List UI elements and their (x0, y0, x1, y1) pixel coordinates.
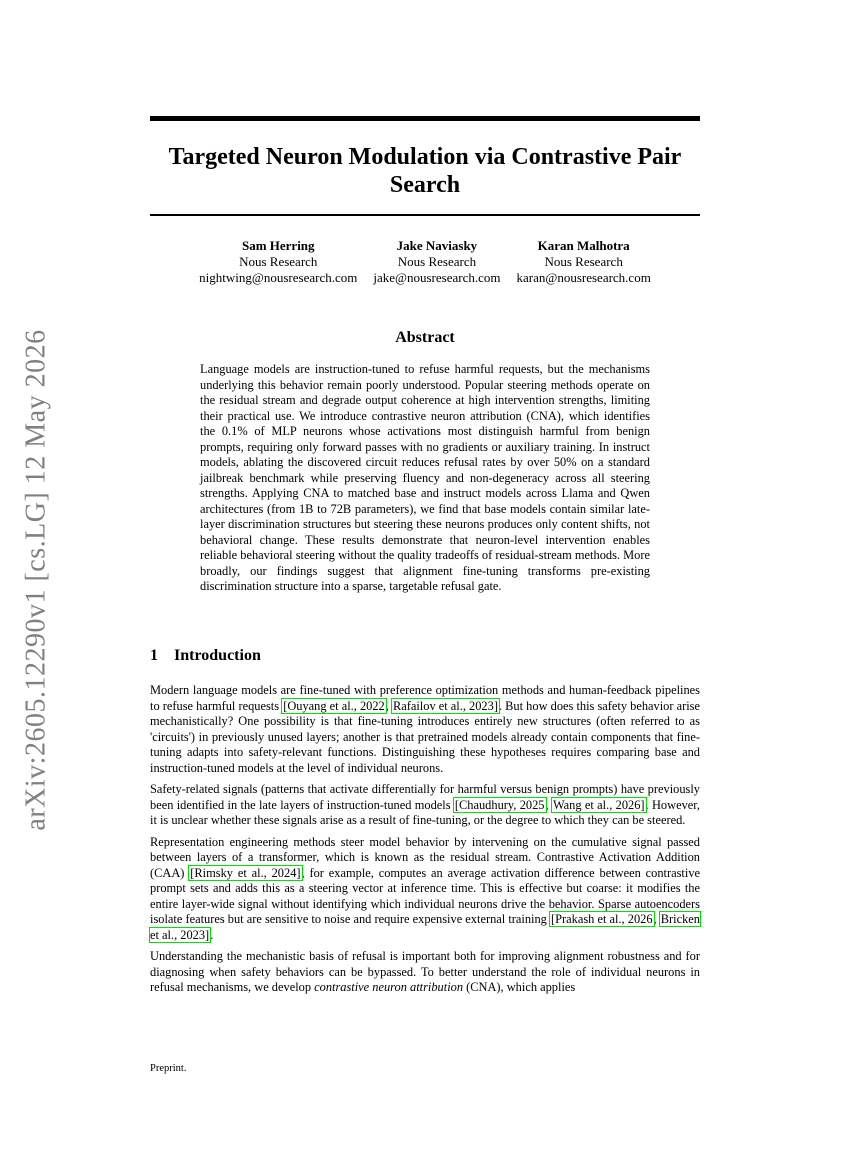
citation-link[interactable]: [Prakash et al., 2026 (550, 912, 653, 926)
paragraph-1 (150, 683, 700, 776)
author-email: karan@nousresearch.com (516, 270, 651, 285)
author-name: Jake Naviasky (396, 238, 478, 253)
citation-link[interactable]: Wang et al., 2026] (552, 797, 645, 812)
section-heading (150, 647, 261, 665)
author-block (150, 238, 700, 286)
paragraph-3 (150, 835, 700, 944)
section-number: 1 (150, 647, 158, 664)
paragraph-text: Understanding the mechanistic basis of refusal is important both for improving alignment robustness and for diagnosing when safety behaviors can be bypassed. To better understand the role of individual neurons in refusal mechanisms, we develop (150, 949, 700, 994)
paragraph-text: . (210, 927, 214, 942)
citation-link[interactable]: Rafailov et al., 2023] (392, 698, 498, 713)
paragraph-text: Modern language models are fine-tuned with preference optimization methods and human-feedback pipelines to refuse harmful requests (150, 683, 700, 713)
paragraph-text: . However, it is unclear whether these signals arise as a result of fine-tuning, or the degree to which they can be steered. (150, 797, 700, 827)
citation-separator: , (385, 698, 392, 713)
paragraph-text: Representation engineering methods steer model behavior by intervening on the cumulative signal passed between layers of a transformer, which is known as the residual stream. Contrastive Activation Addition (CAA) (150, 834, 700, 880)
author-name: Sam Herring (241, 238, 315, 253)
title-top-rule (150, 116, 700, 121)
citation-link[interactable]: [Rimsky et al., 2024] (190, 865, 301, 880)
arxiv-identifier-stamp (16, 320, 58, 840)
title-bottom-rule (150, 214, 700, 216)
author-affiliation: Nous Research (239, 254, 318, 269)
paragraph-text: (CNA), which applies (463, 980, 576, 994)
author-1 (199, 238, 357, 286)
paragraph-text: Safety-related signals (patterns that activate differentially for harmful versus benign prompts) have previously been identified in the late layers of instruction-tuned models (150, 782, 700, 812)
paragraph-2 (150, 782, 700, 829)
paragraph-4 (150, 949, 700, 996)
abstract-text: Language models are instruction-tuned to refuse harmful requests, but the mechanisms underlying this behavior remain poorly understood. Popular steering methods operate on the residual stream and degrade output coherence at high intervention strengths, limiting their practical use. We introduce contrastive neuron attribution (CNA), which identifies the 0.1% of MLP neurons whose activations most distinguish harmful from benign prompts, requiring only forward passes with no gradients or auxiliary training. In instruct models, ablating the discovered circuit reduces refusal rates by over 50% on a standard jailbreak benchmark while preserving fluency and non-degeneracy across all steering strengths. Applying CNA to matched base and instruct models across Llama and Qwen architectures (from 1B to 72B parameters), we find that base models contain similar late-layer discrimination structures but steering these neurons produces only content shifts, not behavioral change. These results demonstrate that neuron-level intervention enables reliable behavioral steering without the quality tradeoffs of residual-stream methods. More broadly, our findings suggest that alignment fine-tuning transforms pre-existing discrimination structure into a sparse, targetable refusal gate. (200, 362, 650, 593)
citation-link[interactable]: [Chaudhury, 2025 (454, 797, 545, 812)
citation-link[interactable]: [Ouyang et al., 2022 (283, 698, 385, 713)
section-title: Introduction (174, 647, 261, 664)
footer-note: Preprint. (150, 1063, 187, 1074)
abstract-heading: Abstract (395, 329, 455, 346)
paragraph-text: , for example, computes an average activation difference between contrastive prompt sets and adds this as a steering vector at inference time. This is effective but coarse: it modifies the entire layer-wide signal without identifying which individual neurons drive the behavior. Sparse autoencoders isolate features but are sensitive to noise and require expensive external training (150, 865, 701, 926)
emphasized-term: contrastive neuron attribution (314, 980, 464, 994)
author-email: nightwing@nousresearch.com (199, 270, 358, 285)
author-2 (373, 238, 500, 286)
author-3 (516, 238, 650, 286)
author-email: jake@nousresearch.com (373, 270, 501, 285)
paper-title: Targeted Neuron Modulation via Contrastive Pair Search (168, 144, 682, 198)
citation-separator: , (653, 912, 660, 926)
introduction-body (150, 683, 700, 1002)
citation-separator: , (545, 797, 552, 812)
author-affiliation: Nous Research (544, 254, 623, 269)
author-affiliation: Nous Research (397, 254, 477, 269)
paragraph-text: . But how does this safety behavior arise mechanistically? One possibility is that fine-tuning introduces entirely new structures (often referred to as 'circuits') in previously unused layers; another is that pretrained models already contain components that fine-tuning adapts into safety-relevant functions. Distinguishing these hypotheses requires comparing base and instruction-tuned models at the level of individual neurons. (150, 698, 701, 775)
author-name: Karan Malhotra (537, 238, 630, 253)
arxiv-identifier-text: arXiv:2605.12290v1 [cs.LG] 12 May 2026 (21, 329, 52, 831)
citation-link[interactable]: Bricken et al., 2023] (150, 912, 700, 942)
